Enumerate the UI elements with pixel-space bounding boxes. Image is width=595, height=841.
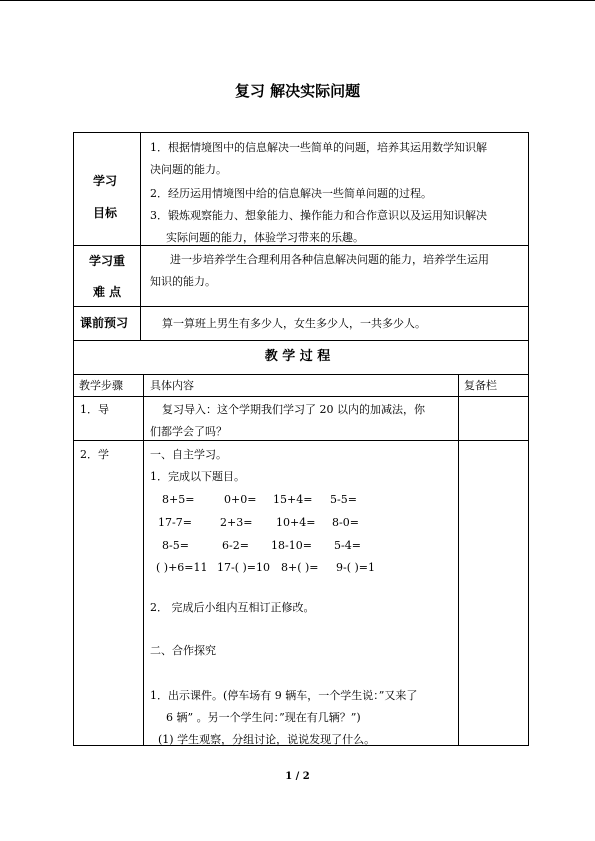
task-line: 1．完成以下题目。 [150,470,245,483]
table-row-divider [73,396,529,397]
exercise-item: 8-5= [162,539,189,552]
task-line: 2． 完成后小组内互相订正修改。 [150,601,315,614]
exercise-item: 17-( )=10 [217,561,271,574]
table-border-top [73,132,529,133]
exercise-item: 0+0= [224,493,257,506]
column-header-notes: 复备栏 [464,379,497,392]
exercise-item: 5-4= [334,539,361,552]
exercise-item: 8-0= [332,516,359,529]
key-points-text: 知识的能力。 [150,275,216,288]
exercise-item: 8+5= [162,493,195,506]
objective-item: 2．经历运用情境图中给的信息解决一些简单问题的过程。 [150,187,432,200]
table-col-divider [140,132,141,340]
table-border-left [73,132,74,746]
table-row-divider [73,306,529,307]
objective-item: 实际问题的能力，体验学习带来的乐趣。 [166,231,364,244]
key-points-label-line2: 难 点 [93,285,122,299]
exercise-item: 6-2= [222,539,249,552]
objective-item: 1．根据情境图中的信息解决一些简单的问题，培养其运用数学知识解 [150,141,487,154]
preview-text: 算一算班上男生有多少人，女生多少人，一共多少人。 [162,317,426,330]
table-border-right [528,132,529,746]
column-header-content: 具体内容 [150,379,194,392]
step-label: 1．导 [80,403,109,416]
table-row-divider [73,340,529,341]
key-points-text: 进一步培养学生合理利用各种信息解决问题的能力，培养学生运用 [170,253,489,266]
exercise-item: 9-( )=1 [336,561,376,574]
table-col-divider [458,374,459,746]
table-row-divider [73,245,529,246]
exercise-item: 17-7= [158,516,192,529]
page-number: 1 / 2 [285,771,310,782]
objectives-label-line2: 目标 [93,206,118,220]
step-label: 2．学 [80,448,109,461]
column-header-step: 教学步骤 [79,379,123,392]
exercise-item: 15+4= [273,493,313,506]
objectives-label-line1: 学习 [93,174,118,188]
objective-item: 决问题的能力。 [150,163,227,176]
table-row-divider [73,440,529,441]
exercise-item: 18-10= [271,539,312,552]
step-content-line: 复习导入：这个学期我们学习了 20 以内的加减法，你 [162,403,425,416]
key-points-label-line1: 学习重 [89,254,126,268]
exercise-item: ( )+6=11 [156,561,208,574]
activity-subitem: (1) 学生观察，分组讨论，说说发现了什么。 [158,733,376,746]
step-content-line: 们都学会了吗？ [150,425,227,438]
objective-item: 3．锻炼观察能力、想象能力、操作能力和合作意识以及运用知识解决 [150,209,487,222]
process-heading: 教 学 过 程 [264,349,331,364]
table-col-divider [143,374,144,746]
exercise-item: 10+4= [276,516,316,529]
section-heading: 二、合作探究 [150,644,216,657]
section-heading: 一、自主学习。 [150,448,227,461]
page-title: 复习 解决实际问题 [234,82,361,100]
table-row-divider [73,374,529,375]
activity-line: 1．出示课件。(停车场有 9 辆车，一个学生说：”又来了 [150,689,418,702]
preview-label: 课前预习 [80,316,129,330]
exercise-item: 8+( )= [281,561,319,574]
activity-line: 6 辆” 。另一个学生问：”现在有几辆？”) [166,711,361,724]
exercise-item: 2+3= [220,516,253,529]
exercise-item: 5-5= [330,493,357,506]
page-top-rule [0,0,595,1]
